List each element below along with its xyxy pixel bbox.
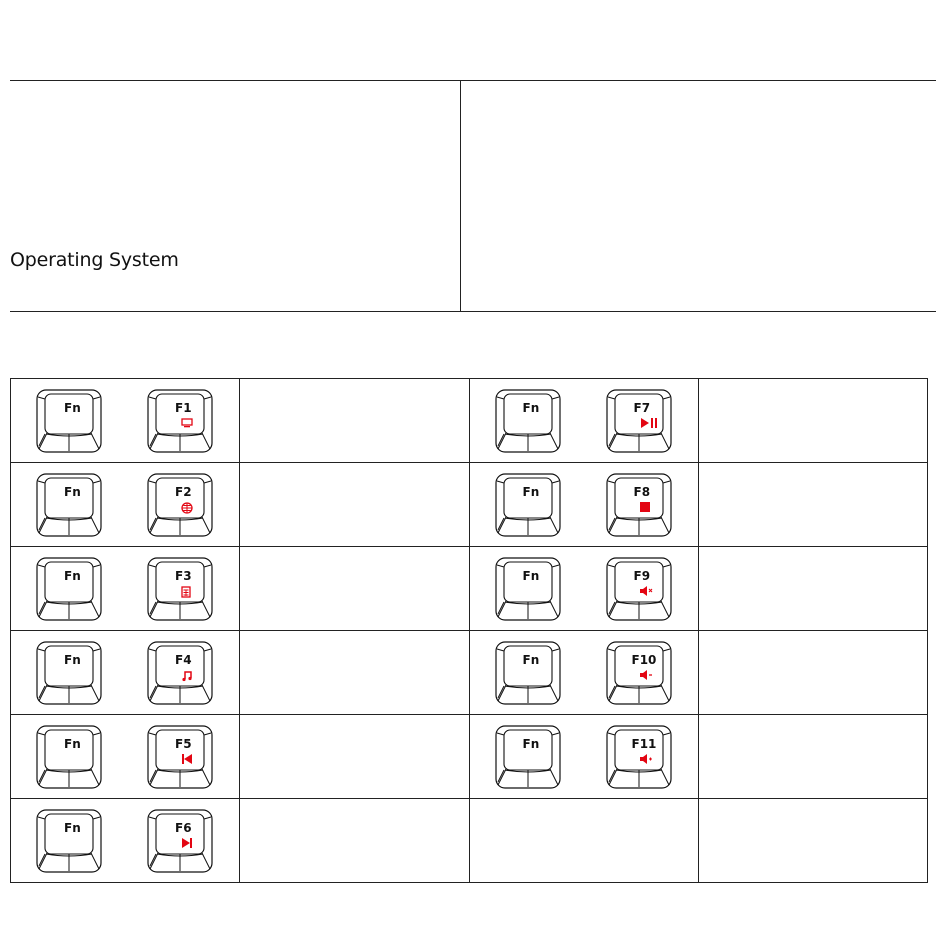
fn-key [36, 725, 102, 789]
fn-key-label: Fn [522, 653, 540, 667]
keys-cell [11, 547, 240, 631]
key-combination [11, 463, 239, 546]
fn-key [495, 641, 561, 705]
function-key-f10 [606, 641, 672, 705]
function-key-f9 [606, 557, 672, 621]
description-cell [698, 547, 927, 631]
keys-cell [469, 379, 698, 463]
table-row [11, 631, 928, 715]
key-combination [11, 379, 239, 462]
function-key-f6 [147, 809, 213, 873]
description-cell [240, 715, 469, 799]
fn-key [495, 389, 561, 453]
function-key-label: F5 [175, 737, 192, 751]
function-key-f3 [147, 557, 213, 621]
key-combination [470, 547, 698, 630]
function-key-label: F9 [633, 569, 651, 583]
column-divider [460, 81, 461, 311]
operating-system-table [10, 80, 936, 312]
key-combination [470, 463, 698, 546]
fn-key [36, 389, 102, 453]
description-cell [240, 379, 469, 463]
function-key-label: F2 [175, 485, 192, 499]
empty-keys-cell [469, 799, 698, 883]
fn-key-label: Fn [64, 821, 81, 835]
function-key-f5 [147, 725, 213, 789]
function-key-label: F7 [633, 401, 651, 415]
fn-key [36, 557, 102, 621]
description-cell [698, 379, 927, 463]
keys-cell [469, 463, 698, 547]
function-key-f11 [606, 725, 672, 789]
fn-key-label: Fn [64, 485, 81, 499]
fn-key-label: Fn [522, 737, 540, 751]
table-row [11, 547, 928, 631]
fn-key [495, 557, 561, 621]
function-key-label: F8 [633, 485, 651, 499]
description-cell [698, 631, 927, 715]
table-row [11, 463, 928, 547]
description-cell [240, 799, 469, 883]
description-cell [240, 463, 469, 547]
keys-cell [469, 547, 698, 631]
function-key-f1 [147, 389, 213, 453]
keys-cell [469, 715, 698, 799]
function-key-f4 [147, 641, 213, 705]
fn-key-label: Fn [522, 485, 540, 499]
key-combination [470, 715, 698, 798]
fn-key [36, 473, 102, 537]
description-cell [698, 799, 927, 883]
operating-system-label: Operating System [10, 249, 179, 271]
function-key-table [10, 378, 928, 883]
function-key-label: F10 [631, 653, 657, 667]
fn-key [36, 809, 102, 873]
function-key-label: F1 [175, 401, 192, 415]
table-row [11, 715, 928, 799]
description-cell [698, 463, 927, 547]
fn-key-label: Fn [522, 401, 540, 415]
fn-key-label: Fn [64, 569, 81, 583]
function-key-label: F11 [631, 737, 657, 751]
keys-cell [11, 379, 240, 463]
fn-key [495, 725, 561, 789]
description-cell [240, 631, 469, 715]
keys-cell [11, 463, 240, 547]
key-combination [470, 379, 698, 462]
key-combination [11, 547, 239, 630]
keys-cell [11, 631, 240, 715]
function-key-label: F3 [175, 569, 192, 583]
fn-key-label: Fn [64, 653, 81, 667]
keys-cell [469, 631, 698, 715]
function-key-f2 [147, 473, 213, 537]
function-key-f8 [606, 473, 672, 537]
description-cell [240, 547, 469, 631]
key-combination [11, 799, 239, 882]
key-combination [470, 631, 698, 714]
keys-cell [11, 799, 240, 883]
table-row [11, 379, 928, 463]
key-combination [11, 715, 239, 798]
fn-key-label: Fn [64, 401, 81, 415]
keys-cell [11, 715, 240, 799]
table-row [11, 799, 928, 883]
fn-key [36, 641, 102, 705]
function-key-label: F4 [175, 653, 192, 667]
fn-key-label: Fn [64, 737, 81, 751]
function-key-label: F6 [175, 821, 192, 835]
fn-key-label: Fn [522, 569, 540, 583]
key-combination [11, 631, 239, 714]
description-cell [698, 715, 927, 799]
fn-key [495, 473, 561, 537]
function-key-f7 [606, 389, 672, 453]
